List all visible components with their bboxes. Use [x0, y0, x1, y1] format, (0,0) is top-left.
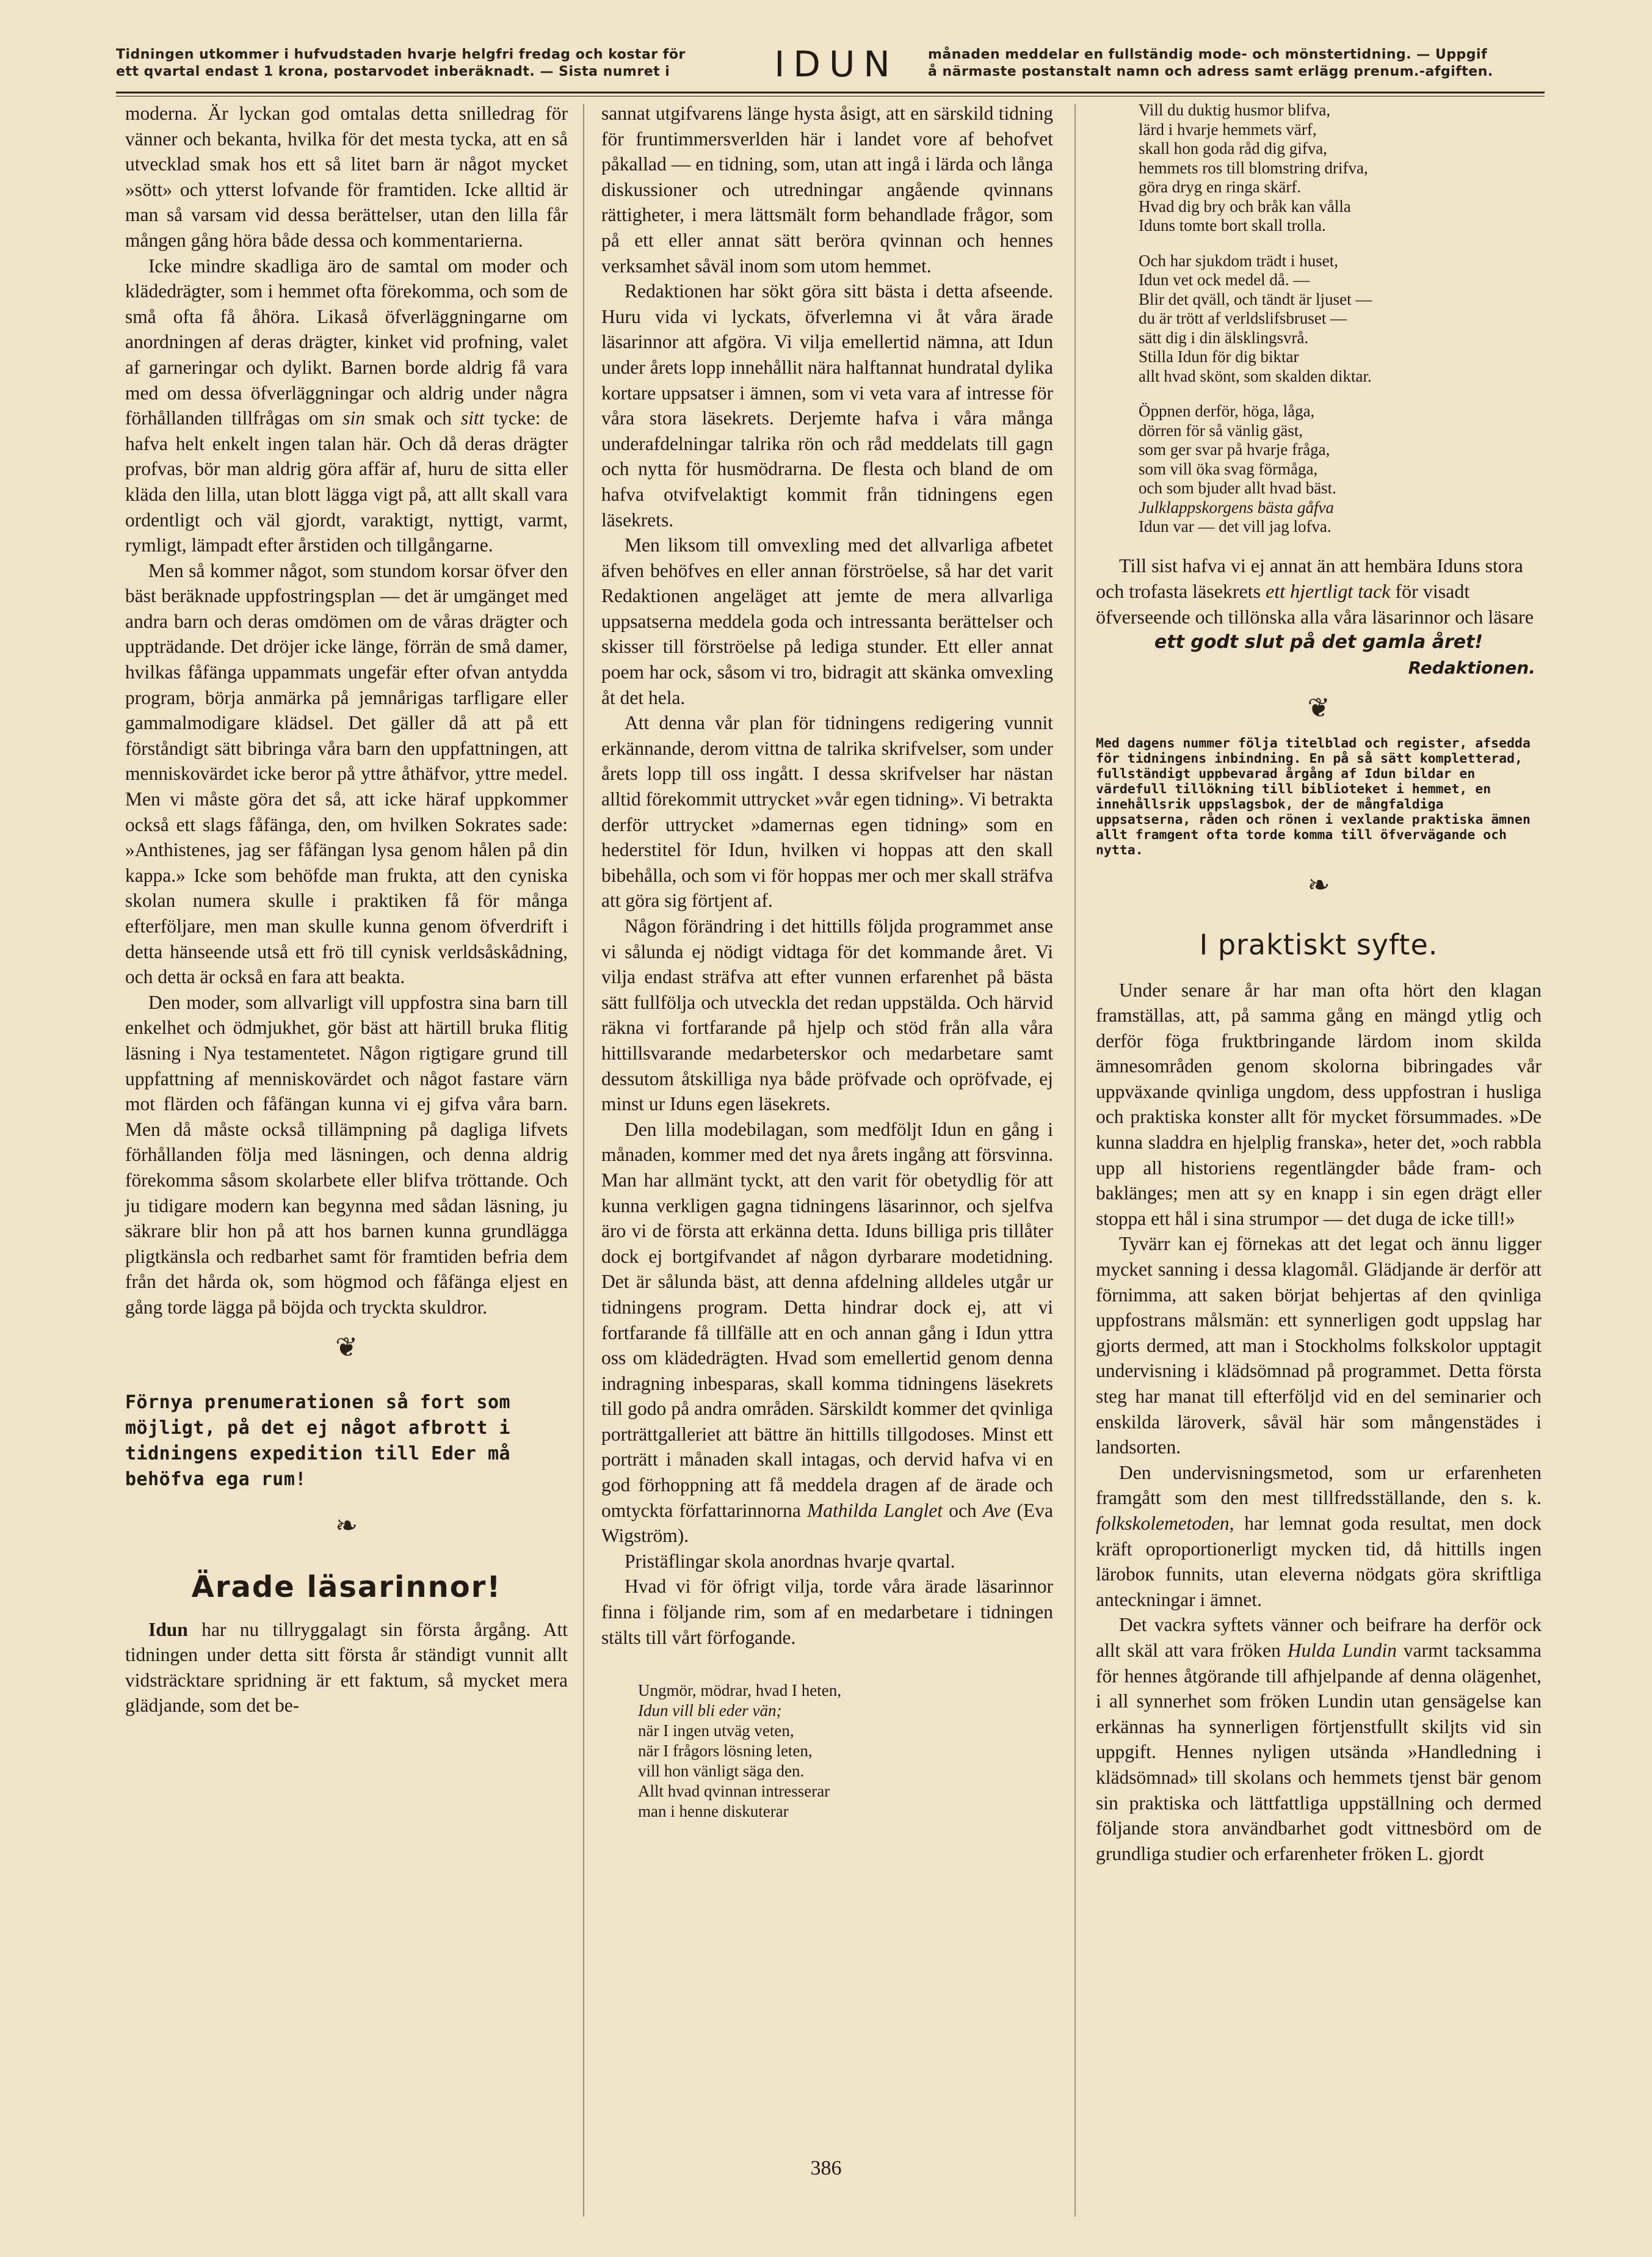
poem-line: Ungmör, mödrar, hvad I heten,	[638, 1681, 841, 1700]
poem-stanza-2	[1139, 252, 1542, 387]
poem-continuation	[1139, 101, 1542, 537]
verse-line: dörren för så vänlig gäst,	[1139, 421, 1303, 440]
verse-line: Vill du duktig husmor blifva,	[1139, 101, 1331, 119]
page-number: 386	[810, 2157, 842, 2179]
col1-paragraph-2	[125, 253, 568, 558]
verse-line: Hvad dig bry och bråk kan vålla	[1139, 197, 1351, 216]
verse-line: du är trött af verldslifsbruset —	[1139, 309, 1347, 327]
verse-line: allt hvad skönt, som skalden diktar.	[1139, 366, 1372, 385]
masthead-right-line1: månaden meddelar en fullständig mode- och mönstertidning. — Uppgif	[928, 47, 1488, 62]
col2-paragraph-2: Redaktionen har sökt göra sitt bästa i detta afseende. Huru vida vi lyckats, öfverlemna vi åt våra ärade läsarinnor att afgöra. Vi vilja emellertid nämna, att Idun under årets lopp innehållit nära halftannat hundratal dylika kortare uppsatser i ämnen, som vi veta vara af intresse för våra stora läsekrets. Derjemte hafva i våra många underafdelningar talrika rön och råd meddelats till gagn och nytta för husmödrarna. De flesta och bland de om hafva otvifvelaktigt kommit från tidningens egen läsekrets.	[601, 280, 1053, 531]
column-3	[1096, 101, 1542, 1866]
col1-paragraph-5	[125, 1617, 568, 1718]
closing-text: Till sist hafva vi ej annat än att hembära Iduns stora och trofasta läsekrets	[1096, 554, 1523, 602]
masthead-right-text	[928, 46, 1545, 81]
masthead-left-line1: Tidningen utkommer i hufvudstaden hvarje helgfri fredag och kostar för	[116, 47, 686, 62]
closing-end: för visadt öfverseende och tillönska alla våra läsarinnor och läsare	[1096, 580, 1534, 628]
col3-paragraph-2: Tyvärr kan ej förnekas att det legat och ännu ligger mycket sanning i dessa klagomål. Glädjande är derför att förnimma, att saken börjat behjertas af den qvinliga uppfostrans målsmän: ett synnerligen godt uppslag har gjorts dermed, att man i Stockholms folkskolor upptagit undervisning i klädsömnad på programmet. Detta första steg har manat till efterföljd vid en del seminarier och enskilda läroverk, såväl här som mångenstädes i landsorten.	[1096, 1233, 1542, 1458]
new-year-greeting: ett godt slut på det gamla året!	[1154, 631, 1484, 653]
closing-paragraph	[1096, 553, 1542, 630]
col3-p3-end: har lemnat goda resultat, men dock kräft oproportionerligt mycken tid, då hittills ingen läroboк funnits, utan eleverna nödgats göra skriftliga anteckningar i ämnet.	[1096, 1512, 1542, 1610]
col3-p4-text: Det vackra syftets vänner och beifrare ha derför ock allt skäl att vara fröken	[1096, 1614, 1542, 1661]
col1-paragraph-4: Den moder, som allvarligt vill uppfostra sina barn till enkelhet och ödmjukhet, gör bäst att härtill bruka flitig läsning i Nya testamentetet. Någon rigtigare grund till uppfattning af menniskovärdet och något fastare värn mot flärden och fåfängan kunna vi ej gifva våra barn. Men då måste också tillämpning på dagliga lifvets förhållanden följa med läsningen, och denna aldrig förekomma såsom skolarbete eller blifva tröttande. Och ju tidigare modern kan begynna med sådan läsning, ju säkrare blir hon på att hos barnen kunna grundlägga pligtkänsla och redbarhet samt för framtiden befria dem från det hårda ok, som högmod och fåfänga eljest en gång torde lägga på böjda och tryckta skuldror.	[125, 991, 568, 1318]
col2-paragraph-8: Hvad vi för öfrigt vilja, torde våra ärade läsarinnor finna i följande rim, som af en medarbetare i tidningen stälts till vårt förfogande.	[601, 1576, 1053, 1648]
poem-line: när I ingen utväg veten,	[638, 1721, 794, 1740]
col1-p2-text: Icke mindre skadliga äro de samtal om moder och klädedrägter, som i hemmet ofta förekomma, och som de små ofta få åhöra. Likaså öfverläggningarne om anordningen af deras drägter, kinket vid profning, valet af garneringar och dylikt. Barnen borde aldrig få vara med om dessa öfverläggningar och aldrig under några förhållanden tillfrågas om	[125, 255, 568, 429]
col1-p2-em-sin: sin	[342, 407, 366, 429]
column-1	[125, 101, 568, 1718]
col2-p6-and: och	[949, 1499, 977, 1521]
poem-line: vill hon vänligt säga den.	[638, 1762, 805, 1781]
verse-line: Iduns tomte bort skall trolla.	[1139, 216, 1326, 234]
ornament-fleuron: ❦	[335, 1332, 358, 1362]
verse-line: Idun var — det vill jag lofva.	[1139, 517, 1331, 536]
closing-em: ett hjertligt tack	[1266, 580, 1391, 602]
verse-line: Idun vet ock medel då. —	[1139, 271, 1310, 289]
poem-line: när I frågors lösning leten,	[638, 1742, 813, 1761]
column-2	[601, 101, 1053, 1822]
verse-line: Öppnen derför, höga, låga,	[1139, 402, 1315, 420]
index-notice: Med dagens nummer följa titelblad och register, afsedda för tidningens inbindning. En på så sätt kompletterad, fullständigt uppbevarad årgång af Idun bildar en värdefull tillökning till biblioteket i hemmet, en innehållsrik uppslagsbok, der de mångfaldiga uppsatserna, råden och rönen i vexlande praktiska ämnen allt framgent ofta torde komma till öfvervägande och nytta.	[1096, 735, 1531, 858]
col2-p6-em-langlet: Mathilda Langlet	[807, 1499, 943, 1521]
col3-paragraph-3	[1096, 1460, 1542, 1613]
col2-p6-em-ave: Ave	[982, 1499, 1011, 1521]
masthead-title: IDUN	[774, 43, 899, 85]
col3-paragraph-1: Under senare år har man ofta hört den klagan framställas, att, på samma gång en mängd ytlig och derför föga fruktbringande lärdom inom skilda ämnesområden genom skolorna bibringades vår uppväxande qvinliga ungdom, dess uppfostran i husliga och praktiska konster allt för mycket försummades. »De kunna sladdra en hjelplig franska», heter det, »och rabbla upp all historiens regentlängder både fram- och baklänges; men att sy en knapp i sin egen drägt eller stoppa ett hål i sina strumpor — det duga de icke till!»	[1096, 979, 1542, 1229]
ornament-fleuron: ❧	[1307, 870, 1330, 900]
col3-p3-text: Den undervisningsmetod, som ur erfarenheten framgått som den mest tillfredsställande, den s. k.	[1096, 1461, 1542, 1509]
ornament-fleuron: ❦	[1307, 692, 1330, 723]
verse-line: lärd i hvarje hemmets värf,	[1139, 120, 1317, 139]
verse-line: Och har sjukdom trädt i huset,	[1139, 251, 1338, 270]
col2-paragraph-3: Men liksom till omvexling med det allvarliga afbetet äfven behöfves en eller annan förströelse, så har det varit Redaktionen angeläget att jemte de mera allvarliga uppsatserna meddela goda och intressanta berättelser och skisser till förströelse på lediga stunder. Ett eller annat poem har ock, såsom vi tro, bidragit att skänka omvexling åt det hela.	[601, 534, 1053, 708]
col2-paragraph-5: Någon förändring i det hittills följda programmet anse vi sålunda ej nödigt vidtaga för det kommande året. Vi vilja endast sträfva att efter vunnen erfarenhet på bästa sätt fullfölja och utveckla det redan uppstälda. Och härvid räkna vi fortfarande på hjelp och stöd från alla våra hittillsvarande medarbeterskor och medarbetare samt dessutom åtskilliga nya både pröfvade och opröfvade, ej minst ur Iduns egen läsekrets.	[601, 915, 1053, 1115]
col3-paragraph-4	[1096, 1612, 1542, 1866]
col2-paragraph-6	[601, 1117, 1053, 1549]
renewal-notice: Förnya prenumerationen så fort som möjligt, på det ej något afbrott i tidningens expedition till Eder må behöfva ega rum!	[125, 1391, 511, 1490]
col2-paragraph-1: sannat utgifvarens länge hysta åsigt, att en särskild tidning för fruntimmersverlden här i landet vore af behofvet påkallad — en tidning, som, utan att ingå i lärda och långa diskussioner och utredningar angående qvinnans rättigheter, i mera lättsmält form behandlade frågor, som på ett eller annat sätt beröra qvinnan och hennes verksamhet såväl inom som utom hemmet.	[601, 103, 1053, 277]
col3-p4-em: Hulda Lundin	[1287, 1639, 1397, 1661]
col2-p6-text: Den lilla modebilagan, som medföljt Idun en gång i månaden, kommer med det nya årets ingång att försvinna. Man har allmänt tyckt, att den varit för obetydlig för att kunna verkligen gagna tidningens läsarinnor, och sjelfva äro vi de första att erkänna detta. Iduns billiga pris tillåter dock ej bortgifvandet af någon dyrbarare modetidning. Det är sålunda bäst, att denna afdelning alldeles utgår ur tidningens program. Detta hindrar dock ej, att vi fortfarande få tillfälle att en och annan gång i Idun yttra oss om klädedrägten. Hvad som emellertid genom denna indragning inbesparas, skall komma tidningens läsekrets till godo på andra områden. Särskildt kommer det qvinliga porträttgalleriet att bättre än hittills tillgodoses. Minst ett porträtt i månaden skall intagas, och dervid hafva vi en god förhoppning att få meddela dragen af de ärade och omtyckta författarinnorna	[601, 1118, 1053, 1521]
masthead-right-line2: å närmaste postanstalt namn och adress samt erlägg prenum.-afgiften.	[928, 64, 1493, 79]
masthead-left-line2: ett qvartal endast 1 krona, postarvodet inberäknadt. — Sista numret i	[116, 64, 670, 79]
col2-p6-end: (Eva Wigström).	[601, 1499, 1054, 1547]
ornament-fleuron: ❧	[335, 1510, 358, 1541]
closing-remarks	[1096, 553, 1542, 681]
col1-p5-text: har nu tillryggalagt sin första årgång. Att tidningen under detta sitt första år ständigt vunnit allt vidsträcktare spridning är ett faktum, så mycket mera glädjande, som det be-	[125, 1618, 568, 1717]
poem-line-text: Idun vill bli eder vän;	[638, 1701, 782, 1720]
verse-line: Stilla Idun för dig biktar	[1139, 347, 1299, 366]
poem-stanza-1	[1139, 101, 1542, 236]
col1-p2-end: tycke: de hafva helt enkelt ingen talan här. Och då deras drägter profvas, bör man aldrig göra affär af, huru de sitta eller kläda den lilla, utan blott lägga vigt på, att allt skall vara ordentligt och väl gjordt, varaktigt, nyttigt, varmt, rymligt, lämpadt efter årstiden och tillgångarne.	[125, 407, 568, 556]
column-divider-2	[1074, 104, 1076, 2217]
col1-idun-bold: Idun	[148, 1618, 188, 1640]
masthead-rule	[116, 92, 1545, 93]
headline-praktiskt-syfte: I praktiskt syfte.	[1199, 928, 1438, 961]
column-divider-1	[583, 104, 584, 2217]
col3-p4-end: varmt tacksamma för hennes åtgörande till afhjelpande af denna olägenhet, i all synnerhet som fröken Lundin utan gensägelse kan erkännas ha synnerligen förtjenstfullt skiljts vid sin uppgift. Hennes nyligen utsända »Handledning i klädsömnad» till skolans och hemmets tjenst bär genom sin praktiska och lättfattliga uppställning och dermed följande stora användbarhet godt vittnesbörd om de grundliga studier och erfarenheter fröken L. gjordt	[1096, 1639, 1542, 1864]
poem-line: man i henne diskuterar	[638, 1802, 789, 1821]
verse-line: hemmets ros till blomstring drifva,	[1139, 158, 1368, 177]
col2-paragraph-7: Pristäflingar skola anordnas hvarje qvartal.	[625, 1550, 955, 1572]
col2-paragraph-4: Att denna vår plan för tidningens redigering vunnit erkännande, derom vittna de talrika skrifvelser, som under årets lopp till oss ingått. I dessa skrifvelser har nästan alltid förekommit uttrycket »vår egen tidning». Vi betrakta derför uttrycket »damernas egen tidning» som en hederstitel för Idun, hvilken vi hoppas att den skall bibehålla, och som vi för hoppas mer och mer skall sträfva att göra sig förtjent af.	[601, 712, 1053, 912]
col1-p2-em-sitt: sitt	[460, 407, 485, 429]
poem-stanza-3	[1139, 402, 1542, 537]
masthead	[116, 43, 1545, 90]
verse-line: sätt dig i din älsklingsvrå.	[1139, 328, 1309, 347]
signature: Redaktionen.	[1408, 657, 1535, 678]
verse-line: som vill öka svag förmåga,	[1139, 459, 1318, 478]
col3-p3-em: folkskolemetoden,	[1096, 1512, 1234, 1534]
verse-line: som ger svar på hvarje fråga,	[1139, 440, 1330, 459]
col1-paragraph-3: Men så kommer något, som stundom korsar öfver den bäst beräknade uppfostringsplan — det är umgänget med andra barn och deras omdömen om de våras drägter och uppträdande. Det dröjer icke länge, förrän de små damer, hvilkas fåfänga uppammats ungefär efter ofvan antydda program, börja anmärka på jemnårigas tarfligare eller gammalmodigare klädsel. Det gäller då att på ett förståndigt sätt bibringa våra barn den uppfattningen, att menniskovärdet icke beror på yttre åthäfvor, yttre medel. Men vi måste göra det så, att icke häraf uppkommer också ett slags fåfänga, den, om hvilken Sokrates sade: »Anthistenes, jag ser fåfängan lysa genom hålen på din kappa.» Icke som behöfde man frukta, att den cyniska skolan numera skulle i praktiken få för många efterföljare, men man skulle kunna genom öfverdrift i detta hänseende utså ett frö till cynisk verldsåskådning, och detta är också en fara att beakta.	[125, 559, 568, 988]
poem-opening	[638, 1681, 1053, 1822]
verse-line: skall hon goda råd dig gifva,	[1139, 139, 1327, 158]
verse-line-text: Julklappskorgens bästa gåfva	[1139, 498, 1334, 517]
poem-line: Allt hvad qvinnan intresserar	[638, 1782, 830, 1801]
col1-paragraph-1: moderna. Är lyckan god omtalas detta snilledrag för vänner och bekanta, hvilka för det mesta tycka, att en så utvecklad smak hos ett så litet barn är något mycket »sött» och ytterst lofvande för framtiden. Icke alltid är man så varsam vid dessa berättelser, utan den lilla får mången gång höra både dessa och kommentarierna.	[125, 103, 568, 251]
masthead-left-text	[116, 46, 726, 81]
verse-line	[1139, 498, 1542, 518]
verse-line: Blir det qväll, och tändt är ljuset —	[1139, 289, 1372, 308]
verse-line: göra dryg en ringa skärf.	[1139, 178, 1302, 196]
col1-p2-mid: smak och	[374, 407, 452, 429]
verse-line: och som bjuder allt hvad bäst.	[1139, 479, 1336, 497]
headline-arade-lasarinnor: Ärade läsarinnor!	[191, 1569, 502, 1604]
poem-line	[638, 1701, 1053, 1721]
